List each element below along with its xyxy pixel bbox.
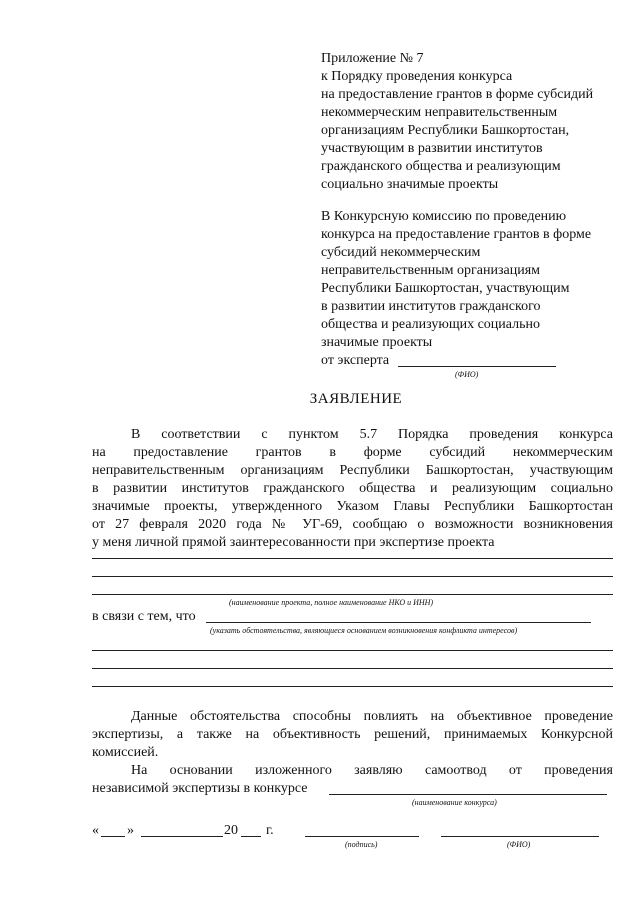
word: основании [169, 763, 233, 778]
appendix-line: гражданского общества и реализующим [321, 159, 561, 174]
appendix-line: участвующим в развитии институтов [321, 141, 543, 156]
date-year-suffix: г. [266, 823, 274, 838]
appendix-line: на предоставление грантов в форме субсидий [321, 87, 594, 102]
word: 5.7 [359, 427, 378, 442]
word: Порядка [398, 427, 449, 442]
addressee-line: В Конкурсную комиссию по проведению [321, 209, 567, 224]
paragraph-line: у меня личной прямой заинтересованности при экспертизе проекта [92, 535, 495, 550]
word: изложенного [255, 763, 332, 778]
word: пунктом [288, 427, 339, 442]
word: На [131, 763, 148, 778]
expert-name-field[interactable] [398, 366, 556, 367]
word: некоммерческим [512, 445, 613, 460]
paragraph-line: Данные обстоятельства способны повлиять на объективное проведение [131, 709, 613, 724]
paragraph-line: значимые проекты, утвержденного Указом Главы Республики Башкортостан [92, 499, 613, 514]
paragraph-line-justified [131, 427, 613, 443]
word: от [508, 763, 522, 778]
addressee-line: конкурса на предоставление грантов в форме [321, 227, 592, 242]
reason-field[interactable] [206, 622, 591, 623]
appendix-line: Приложение № 7 [321, 51, 424, 66]
word: субсидий [429, 445, 486, 460]
word: проведения [469, 427, 539, 442]
word: соответствии [161, 427, 241, 442]
signature-field[interactable] [305, 836, 419, 837]
word: проведения [544, 763, 613, 778]
appendix-line: социально значимые проекты [321, 177, 499, 192]
word: форме [363, 445, 402, 460]
date-quote-close: » [127, 823, 134, 838]
date-year-field[interactable] [241, 836, 261, 837]
addressee-line: в развитии институтов гражданского [321, 299, 541, 314]
word: на [92, 445, 106, 460]
addressee-line: Республики Башкортостан, участвующим [321, 281, 570, 296]
addressee-line: общества и реализующих социально [321, 317, 540, 332]
word: предоставление [133, 445, 228, 460]
paragraph-line: неправительственным организациям Республики Башкортостан, участвующим [92, 463, 613, 478]
paragraph-line: в развитии институтов гражданского общества и реализующим социально [92, 481, 613, 496]
paragraph-line: от 27 февраля 2020 года № УГ-69, сообщаю о возможности возникновения [92, 517, 613, 532]
word: самоотвод [424, 763, 487, 778]
paragraph-line: экспертизы, а также на объективность решений, принимаемых Конкурсной [92, 727, 613, 742]
expert-from-label: от эксперта [321, 353, 390, 368]
date-day-field[interactable] [101, 836, 125, 837]
project-name-field[interactable] [92, 594, 613, 595]
reason-field[interactable] [92, 686, 613, 687]
project-name-field[interactable] [92, 558, 613, 559]
date-year-prefix: 20 [224, 823, 238, 838]
word: в [329, 445, 336, 460]
paragraph-line-justified [92, 445, 613, 461]
reason-caption: (указать обстоятельства, являющиеся основанием возникновения конфликта интересов) [210, 626, 518, 635]
signature-fio-caption: (ФИО) [507, 840, 531, 849]
expert-fio-caption: (ФИО) [455, 370, 479, 379]
contest-name-caption: (наименование конкурса) [412, 798, 497, 807]
paragraph-line: независимой экспертизы в конкурсе [92, 781, 308, 796]
contest-name-field[interactable] [329, 794, 607, 795]
word: с [261, 427, 268, 442]
date-month-field[interactable] [141, 836, 223, 837]
appendix-line: некоммерческим неправительственным [321, 105, 558, 120]
word: В [131, 427, 141, 442]
addressee-line: значимые проекты [321, 335, 433, 350]
word: конкурса [559, 427, 613, 442]
paragraph-line-justified [131, 763, 613, 779]
project-name-field[interactable] [92, 576, 613, 577]
reason-field[interactable] [92, 668, 613, 669]
document-title: ЗАЯВЛЕНИЕ [309, 391, 403, 407]
word: заявляю [354, 763, 403, 778]
paragraph-line: комиссией. [92, 745, 159, 760]
project-name-caption: (наименование проекта, полное наименование НКО и ИНН) [229, 598, 434, 607]
reason-field[interactable] [92, 650, 613, 651]
appendix-line: организациям Республики Башкортостан, [321, 123, 570, 138]
reason-label: в связи с тем, что [92, 609, 196, 624]
date-quote-open: « [92, 823, 99, 838]
signature-caption: (подпись) [345, 840, 378, 849]
signature-fio-field[interactable] [441, 836, 599, 837]
addressee-line: субсидий некоммерческим [321, 245, 481, 260]
word: грантов [255, 445, 302, 460]
appendix-line: к Порядку проведения конкурса [321, 69, 513, 84]
addressee-line: неправительственным организациям [321, 263, 541, 278]
